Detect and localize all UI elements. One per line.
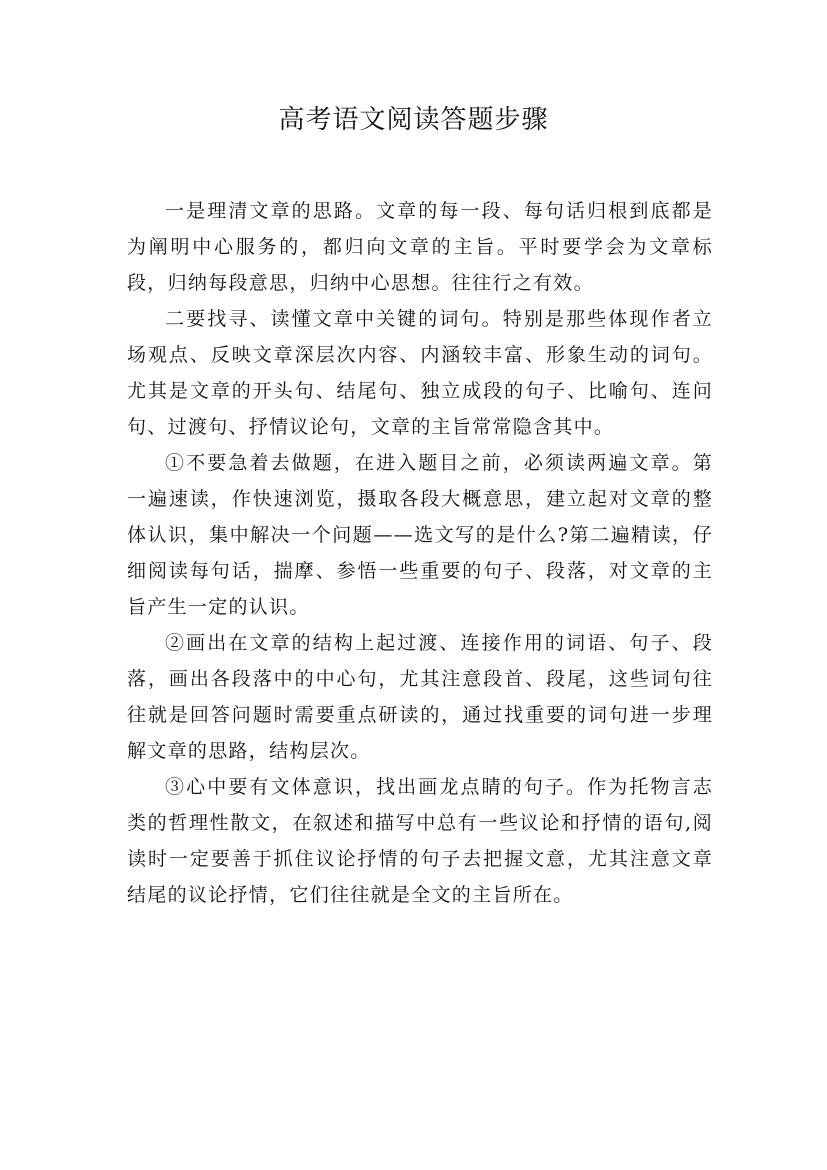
document-title: 高考语文阅读答题步骤 (278, 105, 549, 135)
document-body (127, 193, 713, 913)
paragraph-3: ①不要急着去做题，在进入题目之前，必须读两遍文章。第一遍速读，作快速浏览，摄取各段大概意思，建立起对文章的整体认识，集中解决一个问题——选文写的是什么?第二遍精读，仔细阅读每句话，揣摩、参悟一些重要的句子、段落，对文章的主旨产生一定的认识。 (127, 452, 713, 618)
paragraph-4: ②画出在文章的结构上起过渡、连接作用的词语、句子、段落，画出各段落中的中心句，尤其注意段首、段尾，这些词句往往就是回答问题时需要重点研读的，通过找重要的词句进一步理解文章的思路，结构层次。 (127, 632, 713, 762)
paragraph-2: 二要找寻、读懂文章中关键的词句。特别是那些体现作者立场观点、反映文章深层次内容、内涵较丰富、形象生动的词句。尤其是文章的开头句、结尾句、独立成段的句子、比喻句、连问句、过渡句、抒情议论句，文章的主旨常常隐含其中。 (127, 308, 713, 438)
paragraph-5: ③心中要有文体意识，找出画龙点睛的句子。作为托物言志类的哲理性散文，在叙述和描写中总有一些议论和抒情的语句,阅读时一定要善于抓住议论抒情的句子去把握文意，尤其注意文章结尾的议论抒情，它们往往就是全文的主旨所在。 (127, 776, 713, 906)
paragraph-1: 一是理清文章的思路。文章的每一段、每句话归根到底都是为阐明中心服务的，都归向文章的主旨。平时要学会为文章标段，归纳每段意思，归纳中心思想。往往行之有效。 (127, 200, 713, 294)
